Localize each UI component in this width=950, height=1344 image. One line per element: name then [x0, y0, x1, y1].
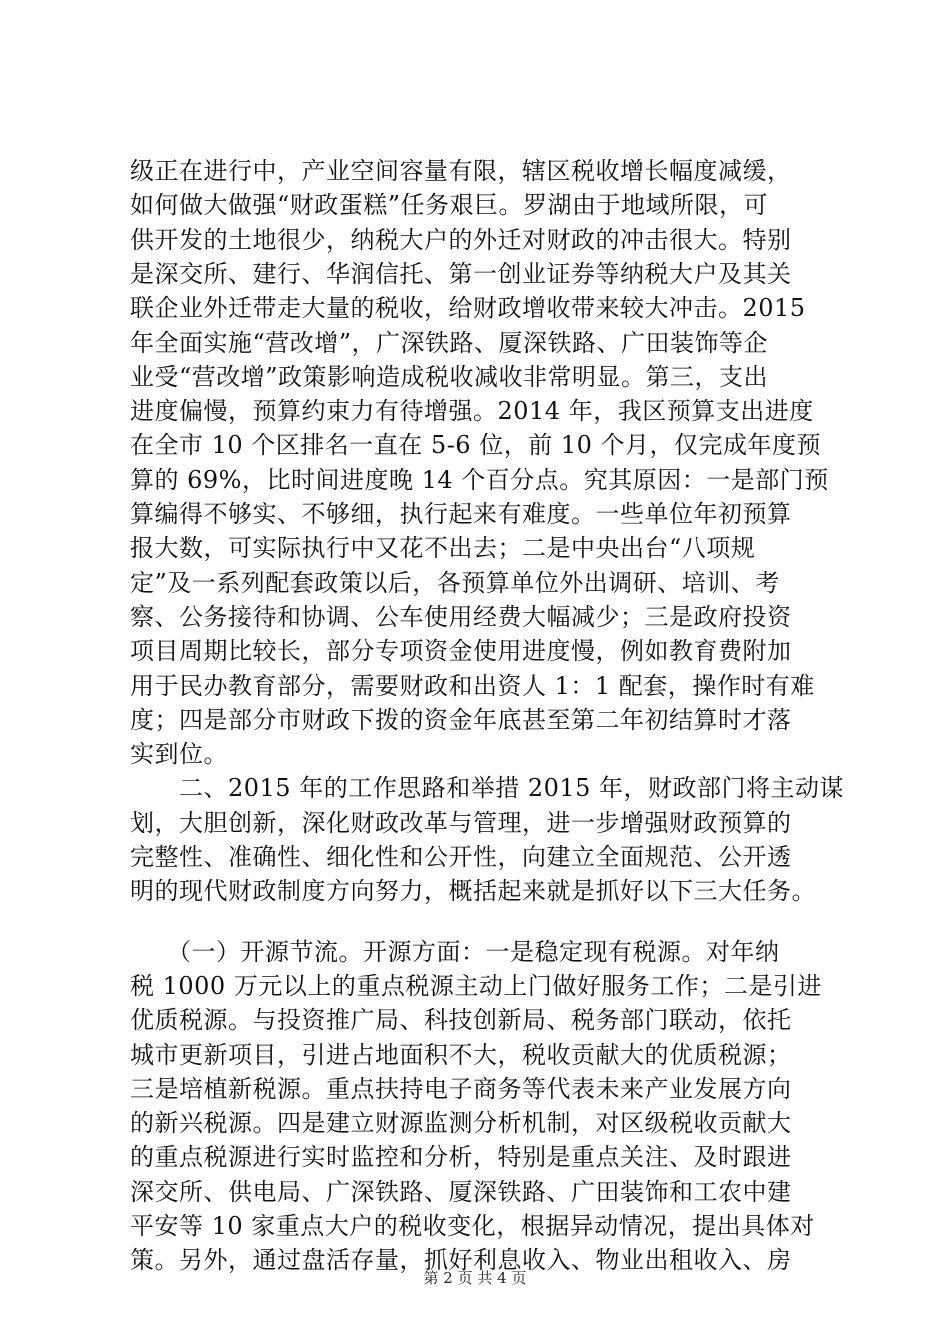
text-line: 平安等 10 家重点大户的税收变化，根据异动情况，提出具体对: [130, 1212, 815, 1240]
page-footer: 第 2 页 共 4 页: [423, 1269, 527, 1287]
text-line: 算编得不够实、不够细，执行起来有难度。一些单位年初预算: [130, 500, 792, 528]
text-line: 明的现代财政制度方向努力，概括起来就是抓好以下三大任务。: [130, 877, 816, 905]
text-line: 完整性、准确性、细化性和公开性，向建立全面规范、公开透: [130, 843, 792, 871]
text-line: 划，大胆创新，深化财政改革与管理，进一步增强财政预算的: [130, 809, 792, 837]
text-line: 业受“营改增”政策影响造成税收减收非常明显。第三，支出: [130, 363, 769, 391]
text-line: 度；四是部分市财政下拨的资金年底甚至第二年初结算时才落: [130, 706, 792, 734]
text-line: 深交所、供电局、广深铁路、厦深铁路、广田装饰和工农中建: [130, 1178, 792, 1206]
text-line: （一）开源节流。开源方面：一是稳定现有税源。对年纳: [130, 938, 780, 966]
text-line: 联企业外迁带走大量的税收，给财政增收带来较大冲击。2015: [130, 294, 806, 322]
text-line: 供开发的土地很少，纳税大户的外迁对财政的冲击很大。特别: [130, 226, 792, 254]
text-line: 的新兴税源。四是建立财源监测分析机制，对区级税收贡献大: [130, 1109, 792, 1137]
text-line: 优质税源。与投资推广局、科技创新局、税务部门联动，依托: [130, 1006, 792, 1034]
text-line: 算的 69%，比时间进度晚 14 个百分点。究其原因：一是部门预: [130, 466, 829, 494]
text-line: 进度偏慢，预算约束力有待增强。2014 年，我区预算支出进度: [130, 397, 814, 425]
text-line: 三是培植新税源。重点扶持电子商务等代表未来产业发展方向: [130, 1075, 792, 1103]
text-line: 报大数，可实际执行中又花不出去；二是中央出台“八项规: [130, 534, 756, 562]
text-line: 城市更新项目，引进占地面积不大，税收贡献大的优质税源；: [130, 1041, 792, 1069]
text-line: 策。另外，通过盘活存量，抓好利息收入、物业出租收入、房: [130, 1246, 792, 1274]
text-line: 实到位。: [130, 740, 228, 768]
text-line: 是深交所、建行、华润信托、第一创业证券等纳税大户及其关: [130, 260, 792, 288]
text-line: 的重点税源进行实时监控和分析，特别是重点关注、及时跟进: [130, 1143, 792, 1171]
text-line: 项目周期比较长，部分专项资金使用进度慢，例如教育费附加: [130, 637, 792, 665]
text-line: 级正在进行中，产业空间容量有限，辖区税收增长幅度减缓，: [130, 157, 792, 185]
text-line: 察、公务接待和协调、公车使用经费大幅减少；三是政府投资: [130, 603, 792, 631]
text-line: 如何做大做强“财政蛋糕”任务艰巨。罗湖由于地域所限，可: [130, 191, 769, 219]
text-line: 二、2015 年的工作思路和举措 2015 年，财政部门将主动谋: [130, 774, 845, 802]
text-line: 年全面实施“营改增”，广深铁路、厦深铁路、广田装饰等企: [130, 329, 769, 357]
text-line: 在全市 10 个区排名一直在 5-6 位，前 10 个月，仅完成年度预: [130, 431, 821, 459]
text-line: 税 1000 万元以上的重点税源主动上门做好服务工作；二是引进: [130, 972, 822, 1000]
text-line: 用于民办教育部分，需要财政和出资人 1：1 配套，操作时有难: [130, 672, 815, 700]
text-line: 定”及一系列配套政策以后，各预算单位外出调研、培训、考: [130, 569, 780, 597]
